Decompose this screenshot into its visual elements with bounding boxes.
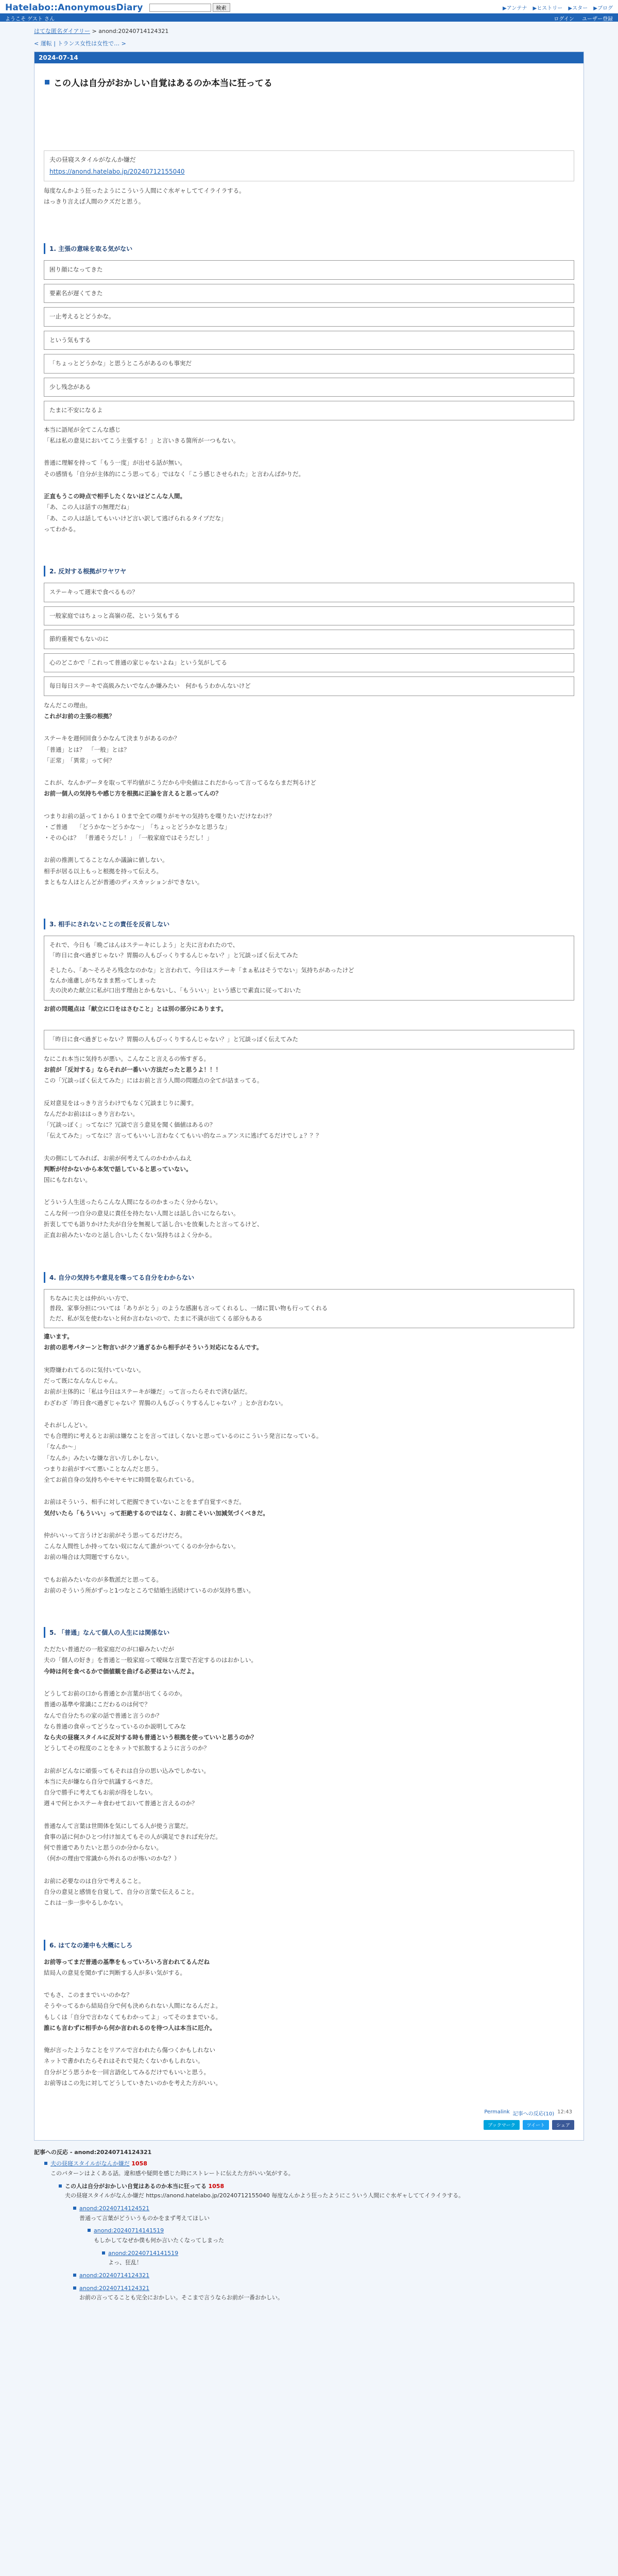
section-1-heading: 1. 主張の意味を取る気がない — [44, 243, 574, 254]
quote-line: 普段、家事分担については「ありがとう」のような感謝も言ってくれるし、一緒に買い物も行ってくれる — [49, 1304, 328, 1312]
s5-t11: 本当に夫が嫌なら自分で抗議するべきだ。 — [44, 1777, 157, 1785]
quote-box: 節約重視でもないのに — [44, 630, 574, 649]
quote-line: 「昨日に食べ過ぎじゃない？胃腸の人もびっくりするんじゃない？」と冗談っぽく伝えてみた — [49, 951, 298, 959]
tree-bullet-icon — [73, 2207, 76, 2210]
quote-line: ちなみに夫とは仲がいい方で、 — [49, 1294, 132, 1302]
s4-t2: お前の思考パターンと物言いがクソ過ぎるから相手がそういう対応になるんです。 — [44, 1344, 263, 1351]
intro-p1: 毎度なんかよう狂ったようにこういう人間にぐ水ギャしててイライラする。 — [44, 187, 245, 194]
s4-t11: つまりお前がすべて悪いことなんだと思う。 — [44, 1465, 162, 1472]
s4-t8: でも合理的に考えるとお前は嫌なことを言ってほしくないと思っているのにこういう発言になっている。 — [44, 1432, 322, 1440]
s6-t9: 自分がどう思うかを一回言語化してみるだけでもいいと思う。 — [44, 2068, 210, 2076]
s2-t5: 「正常」 「異常」って何？ — [44, 756, 115, 764]
s3-t6: なんだかお前ははっきり言わない。 — [44, 1110, 139, 1117]
entry-title-text[interactable]: この人は自分がおかしい自覚はあるのか本当に狂ってる — [54, 78, 272, 89]
s4-t3: 実際嫌われてるのに気付いていない。 — [44, 1366, 145, 1374]
diary-body — [34, 52, 584, 2141]
s4-t1: 違います。 — [44, 1333, 73, 1341]
s1-t5: 正直もうこの時点で相手したくないほどこんな人間。 — [44, 493, 186, 500]
tree-bullet-icon — [102, 2251, 105, 2255]
s5-t8: なら夫の昼寝スタイルに反対する時も普通という根拠を使っていいと思うのか？ — [44, 1734, 257, 1741]
s4-t13: お前はそういう、相手に対して把握できていないことをまず自覚すべきだ。 — [44, 1498, 245, 1506]
tree-node — [102, 2249, 584, 2268]
tree-link[interactable]: 夫の昼寝スタイルがなんか嫌だ — [50, 2160, 130, 2167]
quote-box: 心のどこかで「これって普通の家じゃないよね」という気がしてる — [44, 653, 574, 673]
s3-t10: 判断が付かないから本気で話していると思っていない。 — [44, 1165, 192, 1173]
responses-link[interactable]: 記事への反応(10) — [512, 2111, 555, 2117]
post-time: 12:43 — [557, 2109, 572, 2115]
s2-t8: つまりお前の話って１から１０まで全ての喋りがモヤの気持ちを喋りたいだけなわけ？ — [44, 812, 275, 820]
s2-t6: これが、なんかデータを取って平均値がこうだから中央値はこれだからって言ってるならまだ判るけど — [44, 779, 316, 787]
s6-t2: 結局人の意見を聞かずに判断する人が多い気がする。 — [44, 1969, 186, 1976]
s3-t7: 「冗談っぽく」ってなに？冗談で言う意見を聞く価値はあるの？ — [44, 1121, 216, 1129]
register-link[interactable]: ユーザー登録 — [582, 16, 613, 22]
quote-line: そしたら、「あ〜そろそろ残念なのかな」と言われて、今日はステーキ「まぁ私はそうでない」気持ちがあったけど — [49, 967, 354, 974]
s2-t10: ・その心は？ 「普通そうだし！」 「一般家庭ではそうだし！」 — [44, 834, 213, 842]
s3-t3: お前が「反対する」ならそれが一番いい方法だったと思うよ！！！ — [44, 1066, 221, 1074]
tree-text: お前の言ってることも完全におかしい。そこまで言うならお前が一番おかしい。 — [79, 2294, 283, 2301]
search-input[interactable] — [149, 4, 211, 12]
intro-quote-title: 夫の昼寝スタイルがなんか嫌だ — [49, 156, 136, 163]
s6-t5: もしくは「自分で言わなくてもわかってよ」ってそのままでいる。 — [44, 2013, 221, 2021]
s3-t9: 夫の側にしてみれば、お前が何考えてんのかわかんねえ — [44, 1154, 192, 1162]
quote-box: ステーキって週末で食べるもの？ — [44, 583, 574, 602]
s1-t3: 普通に理解を持って「もう一度」が出せる話が無い。 — [44, 459, 186, 467]
section-2-heading: 2. 反対する根拠がワヤワヤ — [44, 566, 574, 577]
intro-p2: はっきり言えば人間のクズだと思う。 — [44, 197, 145, 205]
s3-t5: 反対意見をはっきり言うわけでもなく冗談まじりに濁す。 — [44, 1099, 198, 1107]
bookmark-button[interactable]: ブックマーク — [484, 2120, 519, 2130]
s5-t16: 何で普通でありたいと思うのか分からない。 — [44, 1844, 162, 1852]
tree-link[interactable]: anond:20240714141519 — [108, 2249, 179, 2257]
tree-text: このパターンはよくある話。違和感や疑問を感じた時にストレートに伝えた方がいい気がする。 — [50, 2170, 294, 2177]
s4-t12: 全てお前自身の気持ちやモヤモヤに時間を取られている。 — [44, 1476, 198, 1484]
quote-box-s3-2: 「昨日に食べ過ぎじゃない？胃腸の人もびっくりするんじゃない？」と冗談っぽく伝えてみた — [44, 1030, 574, 1049]
tree-count: 1058 — [131, 2160, 147, 2167]
top-link-history[interactable]: ▶ヒストリー — [533, 6, 563, 11]
tree-node — [73, 2271, 584, 2281]
s5-t19: 自分の意見と感情を自覚して、自分の言葉で伝えること。 — [44, 1888, 198, 1895]
tree-bullet-icon — [73, 2274, 76, 2277]
s6-t3: でもさ、このままでいいのかな？ — [44, 1991, 133, 1999]
s4-t4: だって既になんなんじゃん。 — [44, 1377, 122, 1384]
s5-t10: お前がどんなに頑張ってもそれは自分の思い込みでしかない。 — [44, 1767, 210, 1774]
breadcrumb-current: anond:20240714124321 — [98, 28, 169, 35]
quote-line: なんか遠慮しがちなまま黙ってしまった — [49, 976, 156, 984]
s4-t9: 「なんか〜」 — [44, 1443, 79, 1451]
top-bar — [0, 0, 618, 13]
s1-t8: ってわかる。 — [44, 525, 79, 533]
s1-t4: その感情も「自分が主体的にこう思ってる」ではなく「こう感じさせられた」と言わんばかりだ。 — [44, 470, 304, 478]
s6-t4: そうやってるから結局自分で何も決められない人間になるんだよ。 — [44, 2002, 221, 2010]
section-1-quotes — [44, 260, 574, 420]
article — [35, 63, 583, 2140]
s6-t6: 誰にも言わずに相手から何か言われるのを待つ人は本当に厄介。 — [44, 2024, 216, 2031]
quote-box: 毎日毎日ステーキで高級みたいでなんか嫌みたい 何かもうわかんないけど — [44, 676, 574, 696]
s2-t1: なんだこの理由。 — [44, 701, 91, 709]
s2-t12: 相手が居る以上もっと根拠を持って伝えろ。 — [44, 867, 162, 875]
s1-t6: 「あ、この人は話すの無理だね」 — [44, 503, 133, 511]
s5-t17: （何かの理由で常識から外れるのが怖いのかな？） — [44, 1855, 180, 1862]
login-link[interactable]: ログイン — [554, 16, 574, 22]
s5-t18: お前に必要なのは自分で考えること。 — [44, 1877, 145, 1885]
breadcrumb-home[interactable]: はてな匿名ダイアリー — [34, 28, 91, 35]
s5-t20: これは一歩一歩やるしかない。 — [44, 1899, 127, 1907]
s3-t4: この「冗談っぽく伝えてみた」にはお前と言う人間の問題点の全てが詰まってる。 — [44, 1077, 263, 1084]
tree-bullet-icon — [59, 2184, 62, 2188]
s5-t13: 週４で何とかステーキ食わせておいて普通と言えるのか？ — [44, 1800, 198, 1807]
tree-node — [88, 2226, 584, 2245]
top-link-blog[interactable]: ▶ブログ — [593, 6, 613, 11]
trackback-heading: 記事への反応 - anond:20240714124321 — [34, 2149, 152, 2156]
entry-footer — [44, 2109, 574, 2117]
s5-t6: なんで自分たちの家の話で普通と言うのか？ — [44, 1711, 162, 1719]
tree-count: 1058 — [208, 2182, 225, 2190]
quote-box-intro — [44, 150, 574, 181]
tweet-button[interactable]: ツイート — [523, 2120, 550, 2130]
s5-t2: 夫の「個人の好き」を普通と一般家庭って曖昧な言葉で否定するのはおかしい。 — [44, 1656, 257, 1664]
s4-t14: 気付いたら「もういい」って拒絶するのではなく、お前こそいい加減気づくべきだ。 — [44, 1509, 269, 1517]
tree-node — [73, 2204, 584, 2223]
search-button[interactable]: 検索 — [213, 3, 230, 12]
s3-t11: 国にもなれない。 — [44, 1176, 91, 1184]
s5-t15: 食事の話に何かひとつ付け加えてもその人が満足できれば充分だ。 — [44, 1833, 221, 1840]
section-2-quotes — [44, 583, 574, 696]
s2-t13: まともな人ほとんどが普通のディスカッションができない。 — [44, 878, 203, 886]
s6-t7: 俺が言ったようなことをリアルで言われたら傷つくかもしれない — [44, 2046, 216, 2054]
breadcrumb — [0, 22, 618, 35]
s3-t2: なにこれ本当に気持ちが悪い。こんなこと言えるの怖すぎる。 — [44, 1055, 210, 1062]
day-header: 2024-07-14 — [35, 52, 583, 63]
s4-t10: 「なんか」みたいな嫌な言い方しかしない。 — [44, 1454, 162, 1462]
quote-line: ただ、私が気を使わないと何か言わないので、たまに不満が出てくる部分もある — [49, 1314, 263, 1322]
tree-link[interactable]: anond:20240714124521 — [79, 2205, 150, 2212]
section-4-heading: 4. 自分の気持ちや意見を喋ってる自分をわからない — [44, 1272, 574, 1283]
s5-t7: なら普通の食卓ってどうなっているのか説明してみな — [44, 1722, 186, 1730]
tree-bullet-icon — [73, 2286, 76, 2290]
s5-t12: 自分で勝手に考えてもお前が得をしない。 — [44, 1789, 157, 1797]
top-link-antenna[interactable]: ▶アンテナ — [503, 6, 527, 11]
section-5-heading: 5. 「普通」なんて個人の人生には関係ない — [44, 1627, 574, 1638]
quote-box: 一止考えるとどうかな。 — [44, 307, 574, 327]
quote-box: という気もする — [44, 331, 574, 350]
s4-t7: それがしんどい。 — [44, 1421, 91, 1429]
s6-t8: ネットで書かれたらそれはそれで見たくないかもしれない。 — [44, 2057, 204, 2065]
tree-text: 普通って言葉がどういうものかをまず考えてほしい — [79, 2214, 210, 2222]
s4-t17: お前の場合は大問題ですらない。 — [44, 1553, 133, 1561]
tree-text: もしかしてなぜか僕も何か言いたくなってしまった — [94, 2237, 224, 2244]
site-logo[interactable]: Hatelabo::AnonymousDiary — [5, 2, 143, 13]
tree-bullet-icon — [88, 2229, 91, 2232]
s2-t7: お前一個人の気持ちや感じ方を根拠に正論を言えると思ってんの？ — [44, 790, 221, 798]
s4-t6: わざわざ「昨日食べ過ぎじゃない？胃腸の人もびっくりするんじゃない？」とか言わない。 — [44, 1399, 287, 1406]
s5-t4: どうしてお前の口から普通とか言葉が出てくるのか。 — [44, 1690, 186, 1698]
welcome-text: ようこそ ゲスト さん — [5, 16, 55, 22]
s2-t9: ・ご普通 「どうかな〜どうかな〜」 「ちょっとどうかなと思うな」 — [44, 823, 231, 831]
quote-box-s3-1 — [44, 936, 574, 1001]
s3-t13: こんな何一つ自分の意見に責任を持たない人間とは話し合いにならない。 — [44, 1209, 239, 1217]
s2-t3: ステーキを週何回食うかなんて決まりがあるのか？ — [44, 735, 180, 742]
tree-link[interactable]: anond:20240714124321 — [79, 2272, 150, 2279]
s1-t1: 本当に語尾が全てこんな感じ — [44, 426, 121, 433]
tree-text: よっ、狂乱！ — [108, 2259, 142, 2266]
s3-t15: 正直お前みたいなのと話し合いしたくない気持ちはよく分かる。 — [44, 1231, 216, 1239]
intro-quote-link[interactable]: https://anond.hatelabo.jp/20240712155040 — [49, 167, 185, 175]
tree-bullet-icon — [44, 2162, 47, 2165]
s2-t4: 「普通」とは？ 「一般」とは？ — [44, 745, 130, 753]
quote-line — [49, 960, 569, 965]
quote-line: 夫の決めた献立に私が口出す理由とかもないし、「もういい」という感じで素直に従っておいた — [49, 987, 301, 994]
s4-t15: 仲がいいって言うけどお前がそう思ってるだけだろ。 — [44, 1531, 186, 1539]
tree-link[interactable]: anond:20240714141519 — [94, 2227, 164, 2234]
s4-t19: お前のそういう所がずっと1つなところで結婚生活続けているのが気持ち悪い。 — [44, 1586, 255, 1594]
s4-t16: こんな人間性しか持ってない奴になんて誰がついてくるのか分からない。 — [44, 1543, 239, 1550]
pager[interactable]: < 運転 | トランス女性は女性で… > — [34, 40, 126, 47]
s3-t1: お前の問題点は「献立に口をはさむこと」とは別の部分にあります。 — [44, 1005, 227, 1012]
quote-box: たまに不安になるよ — [44, 401, 574, 420]
quote-box: 困り顔になってきた — [44, 260, 574, 280]
s6-t1: お前等ってまだ普通の基準をもっていろいろ言われてるんだね — [44, 1958, 210, 1965]
s2-t2: これがお前の主張の根拠？ — [44, 713, 115, 720]
breadcrumb-sep: > — [90, 28, 99, 35]
top-link-star[interactable]: ▶スター — [568, 6, 588, 11]
s3-t12: どういう人生送ったらこんな人間になるのかまったく分からない。 — [44, 1198, 221, 1206]
top-links — [499, 4, 613, 11]
quote-line: それで、今日も「晩ごはんはステーキにしよう」と夫に言われたので、 — [49, 941, 239, 949]
s1-t2: 「私は私の意見においてこう主張する！」と言いきる箇所が一つもない。 — [44, 437, 239, 445]
s5-t5: 普通の基準や常識にこだわるのは何で？ — [44, 1701, 150, 1708]
s4-t18: でもお前みたいなのが多数派だと思ってる。 — [44, 1575, 162, 1583]
quote-box: 一般家庭ではちょっと高嶺の花、という気もする — [44, 606, 574, 626]
trackback-tree — [0, 2141, 618, 2303]
section-3-heading: 3. 相手にされないことの責任を反省しない — [44, 919, 574, 929]
quote-box: 「ちょっとどうかな」と思うところがあるのも事実だ — [44, 354, 574, 374]
nav-bar — [0, 13, 618, 22]
s5-t3: 今時は何を食べるかで価値観を曲げる必要はないんだよ。 — [44, 1667, 198, 1675]
s5-t14: 普通なんて言葉は世間体を気にしてる人が使う言葉だ。 — [44, 1822, 192, 1829]
s6-t10: お前等はこの先に対してどうしていきたいのかを考えた方がいい。 — [44, 2079, 221, 2087]
tree-node — [73, 2284, 584, 2303]
permalink-link[interactable]: Permalink — [484, 2109, 510, 2115]
s4-t5: お前が主体的に「私は今日はステーキが嫌だ」って言ったらそれで済む話だ。 — [44, 1388, 251, 1396]
title-square-icon — [45, 80, 49, 84]
s3-t14: 折衷してでも語りかけた夫が自分を無視して話し合いを放棄したと言ってるけど、 — [44, 1221, 263, 1228]
tree-text: 夫の昼寝スタイルがなんか嫌だ https://anond.hatelabo.jp/20240712155040 毎度なんかよう狂ったようにこういう人間にぐ水ギャしててイライラする。 — [65, 2192, 465, 2199]
tree-link[interactable]: この人は自分がおかしい自覚はあるのか本当に狂ってる — [65, 2182, 207, 2190]
quote-box: 要素名が遅くてきた — [44, 284, 574, 303]
section-6-heading: 6. はてなの連中も大概にしろ — [44, 1940, 574, 1951]
s2-t11: お前の推測してることなんか議論に値しない。 — [44, 856, 168, 864]
tree-node — [44, 2159, 584, 2178]
s5-t9: どうしてその程度のことをネットで拡散するように言うのか？ — [44, 1744, 210, 1752]
s3-t8: 「伝えてみた」ってなに？言ってもいいし言わなくてもいい的なニュアンスに逃げてるだけでしょ？？？ — [44, 1132, 322, 1140]
s5-t1: ただたい普通だの一般家庭だのが口癖みたいだが — [44, 1646, 174, 1653]
quote-box-s4 — [44, 1289, 574, 1329]
tree-link[interactable]: anond:20240714124321 — [79, 2284, 150, 2292]
share-buttons — [44, 2120, 574, 2130]
share-button[interactable]: シェア — [552, 2120, 574, 2130]
s1-t7: 「あ、この人は話してもいいけど言い訳して逃げられるタイプだな」 — [44, 514, 227, 522]
quote-box: 少し残念がある — [44, 378, 574, 397]
entry-title — [45, 76, 574, 89]
tree-node — [59, 2182, 584, 2201]
